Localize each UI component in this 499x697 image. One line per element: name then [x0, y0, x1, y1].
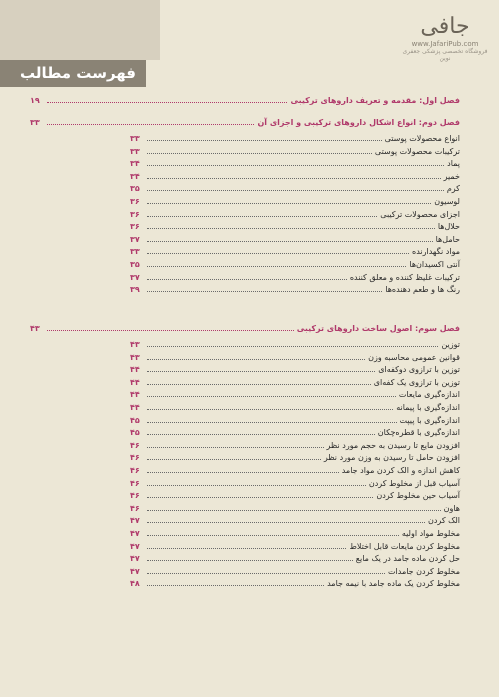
- entry-title: مخلوط کردن یک ماده جامد با نیمه جامد: [327, 579, 460, 589]
- dot-leader: [147, 202, 431, 204]
- entry-page-number: ۴۴: [130, 377, 140, 387]
- toc-entry[interactable]: [130, 501, 460, 513]
- dot-leader: [147, 521, 425, 523]
- toc-entry[interactable]: [130, 270, 460, 282]
- toc-entry[interactable]: [130, 576, 460, 588]
- entry-page-number: ۴۷: [130, 554, 140, 564]
- dot-leader: [147, 547, 346, 549]
- entry-page-number: ۴۶: [130, 478, 140, 488]
- entry-title: اجزای محصولات ترکیبی: [380, 209, 460, 219]
- entry-title: اندازه‌گیری مایعات: [398, 390, 460, 400]
- toc-entry[interactable]: [130, 551, 460, 563]
- entry-page-number: ۳۷: [130, 272, 140, 282]
- toc-entry[interactable]: [130, 144, 460, 156]
- entry-title: لوسیون: [434, 197, 460, 206]
- entry-title: انواع محصولات پوستی: [384, 134, 460, 143]
- entry-title: مخلوط کردن جامدات: [388, 566, 460, 576]
- toc-entry[interactable]: [130, 156, 460, 168]
- toc-entry[interactable]: [130, 350, 460, 362]
- dot-leader: [147, 509, 441, 511]
- entry-page-number: ۴۳: [130, 352, 140, 362]
- toc-entry[interactable]: [130, 257, 460, 269]
- entry-page-number: ۴۴: [130, 390, 140, 400]
- entry-page-number: ۳۶: [130, 197, 140, 206]
- dot-leader: [147, 446, 324, 448]
- entry-page-number: ۳۵: [130, 184, 140, 194]
- logo-mark: جافی: [420, 14, 470, 39]
- toc-entry[interactable]: [130, 400, 460, 412]
- toc-entry[interactable]: [130, 282, 460, 294]
- entry-page-number: ۴۵: [130, 415, 140, 425]
- entry-title: افزودن حامل تا رسیدن به وزن مورد نظر: [323, 453, 460, 463]
- dot-leader: [147, 240, 433, 242]
- dot-leader: [147, 358, 365, 360]
- dot-leader: [147, 534, 399, 536]
- dot-leader: [147, 433, 375, 435]
- toc-entry[interactable]: [130, 131, 460, 143]
- dot-leader: [47, 123, 254, 125]
- entry-page-number: ۴۶: [130, 466, 140, 475]
- toc-entry[interactable]: [130, 488, 460, 500]
- dot-leader: [147, 559, 353, 561]
- entry-page-number: ۳۴: [130, 159, 140, 169]
- entry-title: توزین با ترازوی دوکفه‌ای: [378, 365, 460, 375]
- toc-entry[interactable]: [130, 463, 460, 475]
- entry-title: آسیاب حین مخلوط کردن: [376, 491, 460, 501]
- toc-entry[interactable]: [130, 207, 460, 219]
- entry-page-number: ۳۶: [130, 222, 140, 232]
- logo-tagline: فروشگاه تخصصی پزشکی جعفری نوین: [402, 48, 488, 62]
- entry-page-number: ۴۴: [130, 365, 140, 375]
- entry-title: توزین: [441, 340, 460, 349]
- dot-leader: [147, 395, 396, 397]
- entry-page-number: ۴۶: [130, 491, 140, 501]
- dot-leader: [147, 152, 372, 154]
- page-title: فهرست مطالب: [0, 60, 146, 87]
- dot-leader: [147, 227, 435, 229]
- chapter-heading[interactable]: [30, 324, 460, 333]
- dot-leader: [147, 164, 444, 166]
- dot-leader: [147, 345, 438, 347]
- entry-page-number: ۳۷: [130, 234, 140, 244]
- entry-page-number: ۴۷: [130, 566, 140, 576]
- entry-page-number: ۳۳: [130, 247, 140, 257]
- toc-entry[interactable]: [130, 219, 460, 231]
- dot-leader: [147, 408, 393, 410]
- entry-page-number: ۴۵: [130, 428, 140, 438]
- entry-page-number: ۴۶: [130, 453, 140, 463]
- entry-title: پماد: [447, 159, 460, 169]
- entry-title: توزین با ترازوی یک کفه‌ای: [373, 377, 460, 387]
- entry-page-number: ۴۷: [130, 541, 140, 551]
- dot-leader: [147, 215, 377, 217]
- toc-entry[interactable]: [130, 232, 460, 244]
- entry-page-number: ۴۶: [130, 440, 140, 450]
- chapter-page-number: ۴۳: [30, 324, 40, 333]
- dot-leader: [147, 139, 382, 141]
- entry-title: کاهش اندازه و الک کردن مواد جامد: [341, 466, 460, 475]
- toc-entry[interactable]: [130, 337, 460, 349]
- entry-title: افزودن مایع تا رسیدن به حجم مورد نظر: [326, 440, 460, 450]
- dot-leader: [147, 484, 366, 486]
- entry-page-number: ۴۷: [130, 516, 140, 526]
- chapter-title: فصل سوم: اصول ساخت داروهای ترکیبی: [296, 324, 460, 333]
- entry-title: رنگ ها و طعم دهنده‌ها: [385, 285, 460, 295]
- entry-page-number: ۴۴: [130, 403, 140, 412]
- entry-title: آسیاب قبل از مخلوط کردن: [368, 478, 460, 488]
- dot-leader: [147, 496, 373, 498]
- dot-leader: [147, 383, 371, 385]
- entry-title: حلال‌ها: [437, 222, 460, 232]
- entry-title: اندازه‌گیری با پیمانه: [396, 403, 460, 412]
- entry-title: ترکیبات محصولات پوستی: [374, 146, 460, 156]
- entry-page-number: ۳۳: [130, 134, 140, 143]
- toc-entry[interactable]: [130, 539, 460, 551]
- entry-page-number: ۳۹: [130, 285, 140, 295]
- dot-leader: [147, 290, 382, 292]
- chapter-heading[interactable]: [30, 96, 460, 105]
- dot-leader: [47, 101, 287, 103]
- chapter-title: فصل اول: مقدمه و تعریف داروهای ترکیبی: [290, 96, 460, 105]
- entry-page-number: ۴۸: [130, 579, 140, 589]
- toc-entry[interactable]: [130, 438, 460, 450]
- toc-entry[interactable]: [130, 169, 460, 181]
- dot-leader: [147, 370, 375, 372]
- dot-leader: [147, 584, 324, 586]
- dot-leader: [147, 421, 397, 423]
- entry-title: آنتی اکسیدان‌ها: [409, 260, 460, 269]
- dot-leader: [147, 177, 441, 179]
- logo-url: www.JafariPub.com: [411, 40, 479, 48]
- toc-entry[interactable]: [130, 194, 460, 206]
- toc-entry[interactable]: [130, 526, 460, 538]
- entry-page-number: ۳۵: [130, 260, 140, 269]
- dot-leader: [47, 329, 294, 331]
- chapter-heading[interactable]: [30, 118, 460, 127]
- dot-leader: [147, 278, 347, 280]
- entry-page-number: ۴۶: [130, 503, 140, 513]
- header-corner-block: [0, 0, 160, 60]
- entry-title: مواد نگهدارنده: [412, 247, 460, 257]
- chapter-title: فصل دوم: انواع اشکال داروهای ترکیبی و اجزای آن: [257, 118, 460, 127]
- dot-leader: [147, 265, 406, 267]
- toc-entry[interactable]: [130, 181, 460, 193]
- entry-title: قوانین عمومی محاسبه وزن: [368, 352, 460, 362]
- entry-title: اندازه‌گیری با قطره‌چکان: [377, 428, 460, 438]
- entry-title: مخلوط مواد اولیه: [401, 529, 460, 538]
- chapter-page-number: ۱۹: [30, 96, 40, 105]
- entry-title: الک کردن: [427, 516, 460, 526]
- entry-page-number: ۳۴: [130, 171, 140, 181]
- dot-leader: [147, 189, 444, 191]
- toc-entry[interactable]: [130, 387, 460, 399]
- entry-page-number: ۳۳: [130, 146, 140, 156]
- dot-leader: [147, 458, 321, 460]
- toc-entry[interactable]: [130, 375, 460, 387]
- dot-leader: [147, 572, 385, 574]
- entry-page-number: ۴۷: [130, 529, 140, 538]
- entry-title: کرم: [446, 184, 460, 194]
- toc-entry[interactable]: [130, 413, 460, 425]
- toc-entry[interactable]: [130, 244, 460, 256]
- chapter-page-number: ۳۳: [30, 118, 40, 127]
- toc-entry[interactable]: [130, 564, 460, 576]
- publisher-logo: [400, 14, 490, 64]
- dot-leader: [147, 252, 409, 254]
- entry-title: حل کردن ماده جامد در یک مایع: [355, 554, 460, 564]
- entry-page-number: ۴۳: [130, 340, 140, 349]
- entry-title: مخلوط کردن مایعات قابل اختلاط: [349, 541, 460, 551]
- entry-title: ترکیبات غلیظ کننده و معلق کننده: [349, 272, 460, 282]
- entry-title: حامل‌ها: [435, 234, 460, 244]
- entry-title: اندازه‌گیری با پیپت: [399, 415, 460, 425]
- entry-title: خمیر: [443, 171, 460, 181]
- entry-page-number: ۳۶: [130, 209, 140, 219]
- toc-entry[interactable]: [130, 476, 460, 488]
- toc-entry[interactable]: [130, 362, 460, 374]
- dot-leader: [147, 471, 339, 473]
- toc-entry[interactable]: [130, 513, 460, 525]
- toc-entry[interactable]: [130, 425, 460, 437]
- toc-entry[interactable]: [130, 450, 460, 462]
- entry-title: هاون: [443, 503, 460, 513]
